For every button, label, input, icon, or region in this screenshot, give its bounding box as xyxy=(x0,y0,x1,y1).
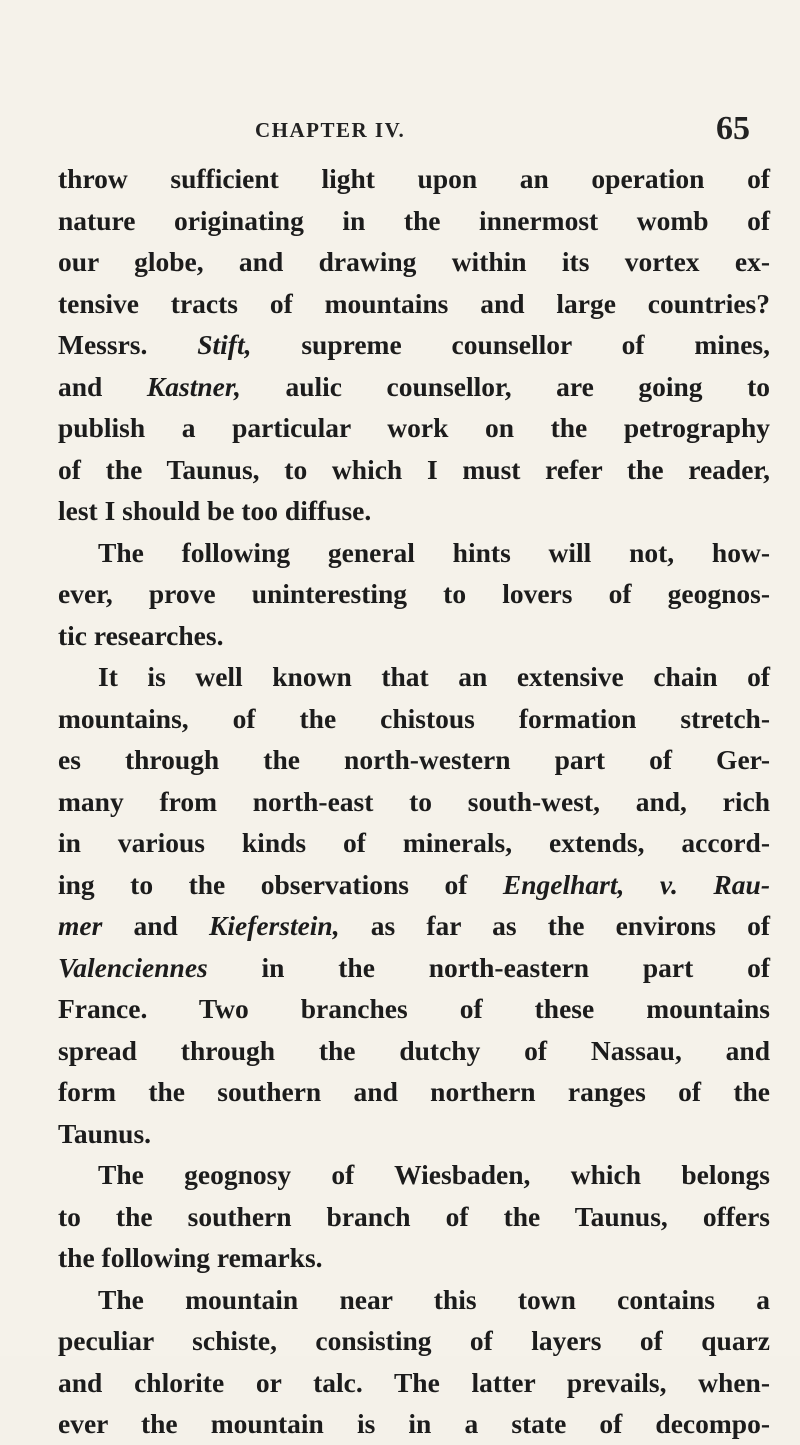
text-run: France. Two branches of these mountains xyxy=(58,993,770,1024)
text-line xyxy=(58,366,770,408)
text-run: ever the mountain is in a state of decompo- xyxy=(58,1408,770,1439)
text-run: and xyxy=(102,910,209,941)
text-run: in various kinds of minerals, extends, accord- xyxy=(58,827,770,858)
text-line xyxy=(58,1320,770,1362)
text-line xyxy=(58,283,770,325)
text-line xyxy=(58,1113,770,1155)
text-line xyxy=(58,905,770,947)
text-line xyxy=(58,698,770,740)
text-run: many from north-east to south-west, and, rich xyxy=(58,785,770,817)
text-run: the following remarks. xyxy=(58,1242,323,1273)
text-run: mountains, of the chistous formation stretch- xyxy=(58,702,770,734)
text-run: form the southern and northern ranges of the xyxy=(58,1076,770,1107)
italic-name: Kieferstein, xyxy=(208,910,340,941)
text-line xyxy=(58,781,770,823)
text-run: to the southern branch of the Taunus, offers xyxy=(58,1200,770,1232)
text-line xyxy=(58,615,770,657)
text-line xyxy=(58,1030,770,1072)
text-run: tic researches. xyxy=(58,619,224,651)
text-run: The mountain near this town contains a xyxy=(98,1283,770,1315)
text-line xyxy=(58,1362,770,1404)
text-run: It is well known that an extensive chain of xyxy=(98,661,770,692)
text-run: tensive tracts of mountains and large countries? xyxy=(58,287,770,319)
text-run: publish a particular work on the petrography xyxy=(58,412,770,443)
text-line xyxy=(58,947,770,989)
text-line xyxy=(58,158,770,200)
text-line xyxy=(58,656,770,698)
text-run: as far as the environs of xyxy=(339,910,771,941)
text-run: and xyxy=(58,370,147,402)
text-line xyxy=(58,241,770,283)
text-run: of the Taunus, to which I must refer the reader, xyxy=(58,453,770,485)
text-run: our globe, and drawing within its vortex ex- xyxy=(58,246,770,277)
text-line xyxy=(58,449,770,491)
italic-name: Kastner, xyxy=(146,370,241,402)
text-run: nature originating in the innermost womb of xyxy=(58,204,770,236)
italic-name: mer xyxy=(58,910,103,941)
text-run: aulic counsellor, are going to xyxy=(240,370,771,402)
text-line xyxy=(58,324,770,366)
italic-name: Stift, xyxy=(197,329,252,360)
text-run: The geognosy of Wiesbaden, which belongs xyxy=(98,1159,770,1190)
text-line xyxy=(58,988,770,1030)
text-run: Messrs. xyxy=(58,329,198,360)
page-header xyxy=(0,110,800,150)
page-number: 65 xyxy=(716,110,750,147)
text-run: supreme counsellor of mines, xyxy=(251,329,770,360)
italic-name: Valenciennes xyxy=(58,951,208,983)
text-run: The following general hints will not, how- xyxy=(98,536,770,568)
text-line xyxy=(58,200,770,242)
text-line xyxy=(58,1403,770,1445)
text-line xyxy=(58,490,770,532)
text-line xyxy=(58,822,770,864)
body-text xyxy=(58,158,770,1445)
text-run: throw sufficient light upon an operation of xyxy=(58,163,770,194)
text-line xyxy=(58,864,770,906)
text-line xyxy=(58,532,770,574)
text-line xyxy=(58,1237,770,1279)
text-run: lest I should be too diffuse. xyxy=(58,495,372,526)
running-head: CHAPTER IV. xyxy=(255,118,406,142)
text-run: in the north-eastern part of xyxy=(207,951,770,983)
text-run: ever, prove uninteresting to lovers of geognos- xyxy=(58,578,770,609)
text-run: and chlorite or talc. The latter prevails, when- xyxy=(58,1366,770,1398)
text-line xyxy=(58,1279,770,1321)
text-line xyxy=(58,1196,770,1238)
text-line xyxy=(58,573,770,615)
text-run: ing to the observations of xyxy=(58,868,503,900)
text-run: es through the north-western part of Ger- xyxy=(58,744,770,775)
text-run: peculiar schiste, consisting of layers of quarz xyxy=(58,1325,770,1356)
text-line xyxy=(58,1071,770,1113)
text-line xyxy=(58,739,770,781)
text-line xyxy=(58,407,770,449)
text-line xyxy=(58,1154,770,1196)
text-run: Taunus. xyxy=(58,1117,152,1149)
text-run: spread through the dutchy of Nassau, and xyxy=(58,1034,770,1066)
italic-name: Engelhart, v. Rau- xyxy=(502,868,770,900)
